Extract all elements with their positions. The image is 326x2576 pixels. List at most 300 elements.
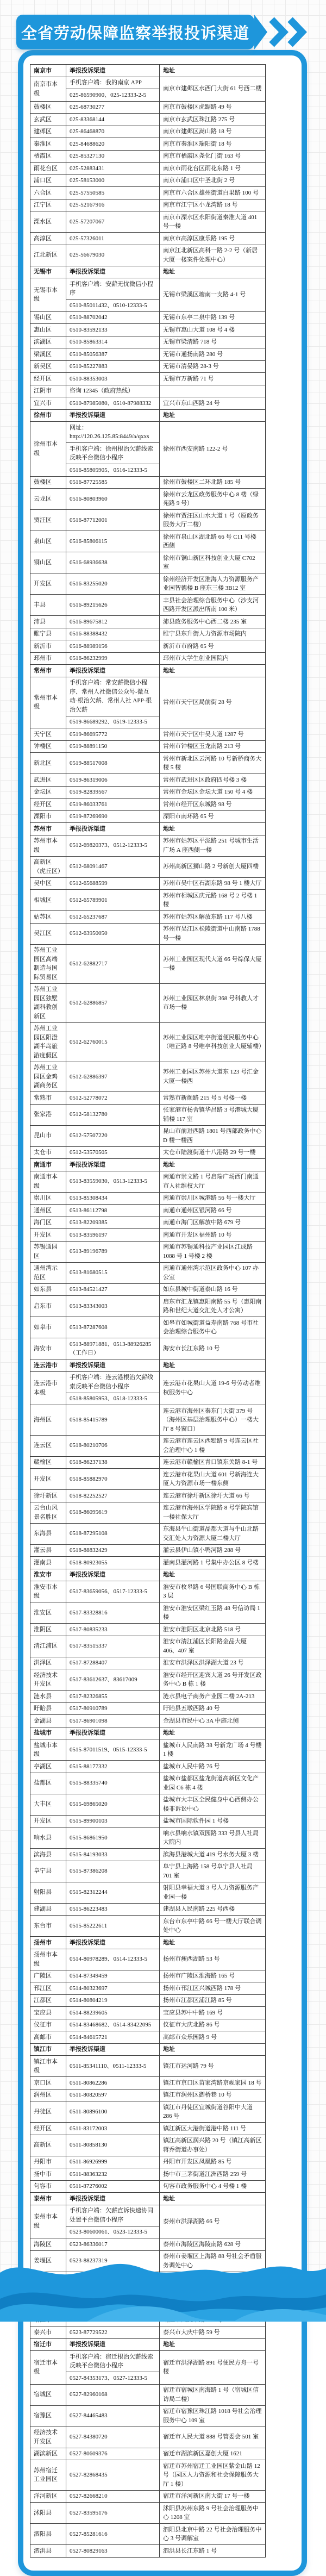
district-cell: 新吴区 <box>30 361 66 373</box>
address-cell: 淮安市经开区迎宾大道 26 号开发区政务中心 B 栋 1 楼 <box>163 1671 262 1687</box>
table-row <box>30 1228 265 1241</box>
address-cell: 如皋市如城街道益寿南路 768 号市社会治理综合服务中心 <box>163 1319 259 1335</box>
district-cell: 泉山区 <box>30 531 66 552</box>
address-cell: 淮安市洪泽区洪泽湖大道 23 号 <box>163 1660 244 1666</box>
table-row <box>30 615 265 628</box>
channel-cell: 0512-62760015 <box>66 1023 160 1062</box>
table-row <box>30 1970 265 1982</box>
district-cell: 金湖县 <box>30 1715 66 1727</box>
district-cell: 江阴市 <box>30 385 66 397</box>
table-row <box>30 336 265 348</box>
channel-cell: 0517-83328816 <box>66 1602 160 1623</box>
table-row <box>30 2448 265 2460</box>
section-city-label: 无锡市 <box>30 266 66 278</box>
district-cell: 苏州工业园区阳澄湖半岛旅游度假区 <box>30 1023 66 1062</box>
address-cell: 连云港市海州区学院路 8 号学院宾馆一楼社保大厅 <box>163 1505 259 1520</box>
table-row <box>30 2544 265 2557</box>
district-cell: 江北新区 <box>30 245 66 266</box>
channel-cell: 0512-62886397 <box>66 1062 160 1092</box>
channel-cell: 0517-80835233 <box>66 1624 160 1636</box>
section-city-label: 宿迁市 <box>30 2339 66 2351</box>
district-cell: 大丰区 <box>30 1794 66 1815</box>
address-cell: 连云港市花果山大道 19-6 号劳动者维权服务中心 <box>163 1380 261 1396</box>
table-row <box>30 138 265 150</box>
channel-cell: 0519-82839567 <box>66 787 160 799</box>
table-row <box>30 2326 265 2338</box>
district-cell: 玄武区 <box>30 114 66 126</box>
channel-cell: 0516-87712001 <box>66 510 160 531</box>
table-row <box>30 1636 265 1657</box>
address-cell: 南京市浦口区中圣北街 2 号 <box>163 177 235 184</box>
address-column-header: 地址 <box>163 1161 175 1168</box>
address-cell: 苏州市吴中区石湖东路 98 号 1 楼大厅 <box>163 880 262 887</box>
table-row <box>30 2350 265 2384</box>
channel-cell: 0518-86095619 <box>66 1502 160 1523</box>
channel-column-header: 举报投诉渠道 <box>66 1159 160 1171</box>
address-cell: 镇江市润州区御桥巷 10 号 <box>163 2092 232 2098</box>
address-cell: 徐州市西安南路 122-2 号 <box>163 445 228 452</box>
address-cell: 太仓市陆渡街道十八港路 29 号一楼 <box>163 1149 256 1156</box>
district-cell: 涟水县 <box>30 1691 66 1702</box>
channel-cell: 0510-88353003 <box>66 373 160 385</box>
address-column-header: 地址 <box>163 667 175 674</box>
address-cell: 滨海县港城大道 419 号水务大厦 3 楼 <box>163 1851 259 1858</box>
district-cell: 阜宁县 <box>30 1861 66 1882</box>
table-row <box>30 798 265 810</box>
table-row <box>30 628 265 640</box>
table-row <box>30 150 265 163</box>
address-cell: 镇江市丹徒区宜城街道谷阳中大道 286 号 <box>163 2104 253 2119</box>
channel-cell: 0511-80858130 <box>66 2135 160 2156</box>
address-cell: 启东市汇龙镇惠阳南路 55 号（惠阳南路和世纪大道交汇处人才公寓） <box>163 1298 262 1314</box>
district-cell: 崇川区 <box>30 1193 66 1205</box>
district-cell: 南京市本级 <box>30 77 66 101</box>
address-cell: 南通市开发区福州路 10 号 <box>163 1231 232 1238</box>
channel-cell: 0523-86336017 <box>66 2238 160 2250</box>
address-cell: 东台市东亭中路 66 号一楼大厅联合调处中心 <box>163 1918 262 1933</box>
address-cell: 镇江新区大港街道港中路 111 号 <box>163 2125 247 2132</box>
table-row <box>30 640 265 652</box>
section-header-row <box>30 2338 265 2351</box>
table-row <box>30 1903 265 1916</box>
channel-cell: 0514-80323697 <box>66 1982 160 1994</box>
district-cell: 润州区 <box>30 2090 66 2101</box>
district-cell: 张家港 <box>30 1105 66 1125</box>
address-cell: 南京市鼓楼区虎踞路 49 号 <box>163 104 232 110</box>
table-row <box>30 752 265 774</box>
district-cell: 滨湖区 <box>30 336 66 348</box>
address-cell: 泰州市姜堰区上海路 88 号社会矛盾服务调处中心 <box>163 2253 262 2269</box>
address-cell: 徐州市铜山新区科技创业大厦 C702 室 <box>163 554 255 570</box>
address-cell: 连云港市赣榆区青口镇东关路 8-1 号 <box>163 1459 258 1465</box>
channel-cell: 0519-86695772 <box>66 728 160 740</box>
address-cell: 建湖县人民南路 225 号西楼 <box>163 1906 235 1912</box>
channel-cell: 025-57326011 <box>66 233 160 245</box>
channel-cell: 0510-85227883 <box>66 361 160 373</box>
channel-cell: 0515-86223483 <box>66 1904 160 1916</box>
address-cell: 常熟市新颜路 215 号 5 号楼一楼 <box>163 1094 247 1101</box>
table-row <box>30 1602 265 1623</box>
table-row <box>30 1702 265 1715</box>
district-cell: 沭阳县 <box>30 2503 66 2523</box>
table-row <box>30 1489 265 1502</box>
channel-column-header: 举报投诉渠道 <box>66 823 160 835</box>
district-cell: 如东县 <box>30 1284 66 1296</box>
address-cell: 宝应县苏中中路 169 号 <box>163 2009 223 2016</box>
district-cell: 淮安市本级 <box>30 1581 66 1602</box>
table-row <box>30 856 265 877</box>
page-title: 全省劳动保障监察举报投诉渠道 <box>21 24 249 42</box>
channel-cell: 0512-63950050 <box>66 924 160 944</box>
channel-cell: 0510-87985080、0510-87988332 <box>66 397 160 409</box>
channel-cell: 0515-82312244 <box>66 1882 160 1903</box>
channel-cell: 0510-85863314 <box>66 336 160 348</box>
channel-cell: 025-57207067 <box>66 211 160 232</box>
table-row <box>30 1338 265 1359</box>
channel-cell <box>66 2351 160 2384</box>
table-row <box>30 1581 265 1602</box>
channel-sub-cell: 0527-84353173、0527-12333-5 <box>66 2372 159 2384</box>
section-header-row <box>30 664 265 677</box>
channel-cell: 0510-88702042 <box>66 312 160 324</box>
channel-cell: 0518-85415789 <box>66 1405 160 1435</box>
address-cell: 南通市苏锡通科技产业园区江成路 1088 号 1 号楼 2 楼 <box>163 1244 253 1259</box>
channel-cell: 0515-85222611 <box>66 1916 160 1936</box>
channel-cell: 0510-85056387 <box>66 348 160 360</box>
table-row <box>30 186 265 199</box>
address-cell: 宿迁市人民大道 888 号管委会 501 室 <box>163 2434 259 2441</box>
address-cell: 南京市建邺区水西门大街 61 号西二楼 <box>163 85 262 92</box>
address-cell: 宿迁市宿城区南海路 1 号（宿城区信访局二楼） <box>163 2387 259 2403</box>
district-cell: 丹阳市 <box>30 2156 66 2168</box>
district-cell: 仪征市 <box>30 2019 66 2031</box>
address-cell: 苏州工业园区苏州大道东 123 号汇金大厦一楼西 <box>163 1069 259 1084</box>
table-row <box>30 1882 265 1903</box>
table-row <box>30 2055 265 2076</box>
table-row <box>30 1317 265 1338</box>
channel-cell: 0519-88891150 <box>66 741 160 753</box>
table-row <box>30 278 265 311</box>
address-cell: 如东县城中街道泰山路 16 号 <box>163 1286 238 1293</box>
table-row <box>30 2523 265 2544</box>
section-header-row <box>30 65 265 77</box>
section-header-row <box>30 1569 265 1581</box>
channel-cell: 0516-88388432 <box>66 628 160 640</box>
channel-cell: 0517-87288407 <box>66 1657 160 1669</box>
channel-sub-cell: 手机客户端：常安薪微信小程序、常州人社微信公众号-微互动-根治欠薪、常州人社 APP-根治欠薪 <box>70 679 152 713</box>
table-row <box>30 360 265 373</box>
channel-cell: 0513-83343003 <box>66 1296 160 1317</box>
table-row <box>30 1022 265 1062</box>
address-cell: 沛县政务服务中心西二楼 235 室 <box>163 618 247 625</box>
district-cell: 开发区 <box>30 573 66 594</box>
address-cell: 灌云县伊山镇小鸭河路 288 号 <box>163 1547 241 1554</box>
channel-sub-cell: 网址：http://120.26.125.85:8449/a/qxxs <box>70 424 149 440</box>
table-row <box>30 397 265 409</box>
district-cell: 梁溪区 <box>30 348 66 360</box>
channel-cell: 0511-88363232 <box>66 2168 160 2180</box>
table-row <box>30 728 265 740</box>
address-cell: 涟水县电子商务产业园二楼 2A-213 <box>163 1693 255 1700</box>
table-row <box>30 810 265 823</box>
table-card <box>18 50 307 2576</box>
table-row <box>30 2122 265 2135</box>
address-cell: 昆山市前进西路 1801 号西部政务中心 D 楼一楼西 <box>163 1128 262 1144</box>
district-cell: 宿城区 <box>30 2385 66 2405</box>
address-column-header: 地址 <box>163 2046 175 2053</box>
address-cell: 金湖县市民中心 3A 中庭北侧 <box>163 1717 239 1724</box>
section-header-row <box>30 266 265 278</box>
section-header-row <box>30 2043 265 2056</box>
table-row <box>30 1371 265 1405</box>
channel-cell: 0523-88237319 <box>66 2251 160 2272</box>
district-cell: 射阳县 <box>30 1882 66 1903</box>
address-cell: 南通市崇文路 1 号启瑞广场西门南通市人社维权大厅 <box>163 1174 259 1189</box>
table-row <box>30 1091 265 1104</box>
district-cell: 开发区 <box>30 1469 66 1489</box>
channel-column-header: 举报投诉渠道 <box>66 665 160 677</box>
table-row <box>30 2238 265 2250</box>
district-cell: 沛县 <box>30 616 66 628</box>
table-row <box>30 2405 265 2427</box>
address-cell: 泰兴市大庆中路 59 号 <box>163 2329 220 2336</box>
table-row <box>30 877 265 890</box>
district-cell: 东海县 <box>30 1524 66 1544</box>
district-cell: 苏锡通园区 <box>30 1242 66 1262</box>
address-cell: 常州市武进区区政府四号楼 3 楼 <box>163 776 247 783</box>
district-cell: 丹徒区 <box>30 2101 66 2122</box>
district-cell: 连云港市本级 <box>30 1372 66 1405</box>
address-cell: 宿迁市苏州宿迁工业园区紫金山路 12 号（园区人力资源和社会保障服务大厅 1 楼） <box>163 2462 260 2487</box>
table-row <box>30 199 265 211</box>
channel-cell: 025-68730277 <box>66 102 160 114</box>
table-row <box>30 1283 265 1296</box>
address-cell: 泰州市海陵区海陵南路 628 号 <box>163 2241 241 2248</box>
section-header-row <box>30 822 265 835</box>
district-cell: 滨海县 <box>30 1849 66 1861</box>
channel-cell: 0517-83515337 <box>66 1636 160 1657</box>
channel-cell: 0513-81680515 <box>66 1263 160 1283</box>
address-column-header: 地址 <box>163 2341 175 2348</box>
address-column-header: 地址 <box>163 269 175 275</box>
district-cell: 连云区 <box>30 1436 66 1456</box>
section-city-label: 连云港市 <box>30 1359 66 1371</box>
channel-cell: 0519-86319006 <box>66 774 160 786</box>
table-row <box>30 1623 265 1636</box>
table-row <box>30 2156 265 2168</box>
address-cell: 句容市政务服务中心 4 号楼 1 楼 <box>163 2183 247 2190</box>
table-row <box>30 1171 265 1192</box>
table-row <box>30 1848 265 1861</box>
channel-sub-cell: 手机客户端：我的南京 APP <box>70 79 142 86</box>
channel-cell: 0517-83612637、83617009 <box>66 1669 160 1690</box>
table-row <box>30 2460 265 2490</box>
table-row <box>30 1217 265 1229</box>
table-row <box>30 944 265 983</box>
channel-cell: 0512-69820373、0512-12333-5 <box>66 835 160 856</box>
address-cell: 连云港市海州区秦东门大街 379 号（海州区基层治理服务中心）一楼大厅 8 号窗口） <box>163 1407 259 1432</box>
channel-cell <box>66 278 160 311</box>
address-cell: 无锡市东亭二泉中路 139 号 <box>163 314 235 321</box>
district-cell: 经济技术开发区 <box>30 2427 66 2448</box>
address-cell: 仪征市大庆北路 86 号 <box>163 2022 220 2028</box>
address-cell: 常州市金坛区金坛大道 150 号 4 楼 <box>163 789 253 795</box>
channel-cell: 0515-86861950 <box>66 1827 160 1848</box>
channel-sub-cell: 手机客户端：安薪无忧微信小程序 <box>70 280 153 296</box>
address-cell: 盱眙县五墩西路 40 号 <box>163 1705 220 1712</box>
district-cell: 洪泽区 <box>30 1657 66 1669</box>
table-row <box>30 113 265 126</box>
table-row <box>30 348 265 360</box>
address-column-header: 地址 <box>163 1571 175 1578</box>
address-cell: 无锡市万新路 71 号 <box>163 375 214 382</box>
district-cell: 海陵区 <box>30 2238 66 2250</box>
table-row <box>30 910 265 923</box>
channel-cell: 0513-84521427 <box>66 1284 160 1296</box>
district-cell: 云龙区 <box>30 489 66 509</box>
address-cell: 南京市六合区雄州街道白果路 100 号 <box>163 189 259 196</box>
channel-cell: 0518-86237138 <box>66 1457 160 1469</box>
channel-cell: 025-56679030 <box>66 245 160 266</box>
section-header-row <box>30 1727 265 1739</box>
district-cell: 宜兴市 <box>30 397 66 409</box>
channel-column-header: 举报投诉渠道 <box>66 1359 160 1371</box>
table-row <box>30 1994 265 2007</box>
district-cell: 雨花台区 <box>30 163 66 174</box>
address-cell: 无锡市通扬南路 280 号 <box>163 351 223 358</box>
address-column-header: 地址 <box>163 412 175 419</box>
address-cell: 常州市天宁区局前街 28 号 <box>163 699 232 706</box>
address-cell: 南京市高淳区康乐路 195 号 <box>163 235 235 242</box>
channel-cell: 0518-85882970 <box>66 1469 160 1489</box>
section-city-label: 南通市 <box>30 1159 66 1171</box>
address-cell: 苏州市吴江区松陵街道中山南路 1788 号一楼 <box>163 926 260 941</box>
channel-cell: 0515-84193033 <box>66 1849 160 1861</box>
address-cell: 无锡市清晏路 28-3 号 <box>163 363 219 370</box>
channel-cell: 0527-80829163 <box>66 2545 160 2557</box>
address-cell: 常州市经开区东城路 98 号 <box>163 801 232 808</box>
district-cell: 常熟市 <box>30 1092 66 1104</box>
table-row <box>30 1468 265 1489</box>
district-cell: 海门区 <box>30 1217 66 1229</box>
address-cell: 南京市建邺区嵩山路 18 号 <box>163 128 232 135</box>
district-cell: 经开区 <box>30 373 66 385</box>
table-row <box>30 509 265 531</box>
district-cell: 武进区 <box>30 774 66 786</box>
table-row <box>30 2101 265 2122</box>
channel-cell: 0511-80862286 <box>66 2077 160 2089</box>
district-cell: 经开区 <box>30 799 66 810</box>
address-cell: 苏州市姑苏区平泷路 251 号城市生活广场 A 座西侧一楼 <box>163 838 259 853</box>
district-cell: 金坛区 <box>30 787 66 799</box>
table-row <box>30 2180 265 2193</box>
table-row <box>30 1405 265 1435</box>
channel-sub-cell: 0519-86689292、0519-12333-5 <box>66 716 159 728</box>
table-row <box>30 385 265 397</box>
section-header-row <box>30 2192 265 2205</box>
section-city-label: 泰州市 <box>30 2193 66 2205</box>
channel-cell: 0527-84380720 <box>66 2427 160 2448</box>
channel-cell: 0513-89196789 <box>66 1242 160 1262</box>
table-row <box>30 1657 265 1669</box>
channel-cell: 0516-80803960 <box>66 489 160 509</box>
channel-cell: 0514-87349459 <box>66 1970 160 1982</box>
channel-cell: 0512-62882717 <box>66 945 160 983</box>
channel-cell: 0512-57507220 <box>66 1126 160 1146</box>
district-cell: 赣榆区 <box>30 1457 66 1469</box>
channel-cell: 0517-86901098 <box>66 1715 160 1727</box>
address-cell: 沭阳县苏州东路 9 号社会治理服务中心 1208 室 <box>163 2505 259 2521</box>
table-row <box>30 1146 265 1159</box>
table-row <box>30 531 265 552</box>
section-city-label: 盐城市 <box>30 1727 66 1739</box>
channel-cell: 0515-89900103 <box>66 1816 160 1827</box>
channel-column-header: 举报投诉渠道 <box>66 2339 160 2351</box>
table-row <box>30 2502 265 2523</box>
address-cell: 南通市崇川区城港路 56 号一楼大厅 <box>163 1195 256 1201</box>
table-row <box>30 1544 265 1557</box>
channel-cell: 0516-83255020 <box>66 573 160 594</box>
district-cell: 睢宁县 <box>30 628 66 640</box>
address-cell: 睢宁县东升街人力资源市场院内 <box>163 631 247 637</box>
district-cell: 云台山风景名胜区 <box>30 1502 66 1523</box>
channel-cell: 0514-88239605 <box>66 2007 160 2019</box>
district-cell: 宝应县 <box>30 2007 66 2019</box>
address-cell: 新沂市市府路 65 号 <box>163 643 214 650</box>
section-header-row <box>30 1359 265 1371</box>
table-row <box>30 740 265 753</box>
address-cell: 常州市新北区云河路 10 号新桥商务大楼 5 楼 <box>163 755 262 771</box>
district-cell: 湖滨新区 <box>30 2448 66 2460</box>
district-cell: 泗阳县 <box>30 2524 66 2544</box>
channel-cell: 0514-80978289、0514-12333-5 <box>66 1949 160 1970</box>
address-cell: 淮安市淮阴区北京北路 518 号 <box>163 1626 241 1633</box>
district-cell: 惠山区 <box>30 324 66 336</box>
table-row <box>30 677 265 728</box>
district-cell: 相城区 <box>30 890 66 910</box>
channel-cell: 0517-83659056、0517-12333-5 <box>66 1581 160 1602</box>
channel-column-header: 举报投诉渠道 <box>66 1569 160 1581</box>
district-cell: 泰兴市 <box>30 2326 66 2338</box>
address-cell: 徐州市鼓楼区二环北路 185 号 <box>163 479 241 485</box>
table-row <box>30 1192 265 1205</box>
channel-cell: 0511-80896100 <box>66 2101 160 2122</box>
address-cell: 常州市天宁区中吴大道 1287 号 <box>163 731 244 738</box>
section-header-row <box>30 1158 265 1171</box>
district-cell: 栖霞区 <box>30 151 66 163</box>
channel-cell: 0527-82668210 <box>66 2491 160 2503</box>
address-cell <box>160 385 265 397</box>
district-cell: 建湖县 <box>30 1904 66 1916</box>
district-cell: 浦口区 <box>30 175 66 187</box>
channel-sub-cell: 0518-85805953、0518-12333-5 <box>66 1393 159 1405</box>
channel-cell: 0512-65789901 <box>66 890 160 910</box>
district-cell: 鼓楼区 <box>30 102 66 114</box>
address-cell: 溧阳市南环路 65 号 <box>163 813 214 820</box>
district-cell: 扬州市本级 <box>30 1949 66 1970</box>
table-row <box>30 594 265 615</box>
address-cell: 响水县响水镇双园路 333 号县人社局大院内 <box>163 1830 259 1845</box>
channel-column-header: 举报投诉渠道 <box>66 2044 160 2056</box>
district-cell: 通州区 <box>30 1205 66 1217</box>
table-row <box>30 372 265 385</box>
channel-cell: 0527-82868435 <box>66 2460 160 2490</box>
address-cell: 射阳县幸福大道 3 号人力资源服务产业园一楼 <box>163 1885 259 1900</box>
channel-cell: 0514-84615721 <box>66 2031 160 2043</box>
table-row <box>30 2205 265 2238</box>
district-cell: 盐城市本级 <box>30 1739 66 1760</box>
channel-column-header: 举报投诉渠道 <box>66 266 160 278</box>
